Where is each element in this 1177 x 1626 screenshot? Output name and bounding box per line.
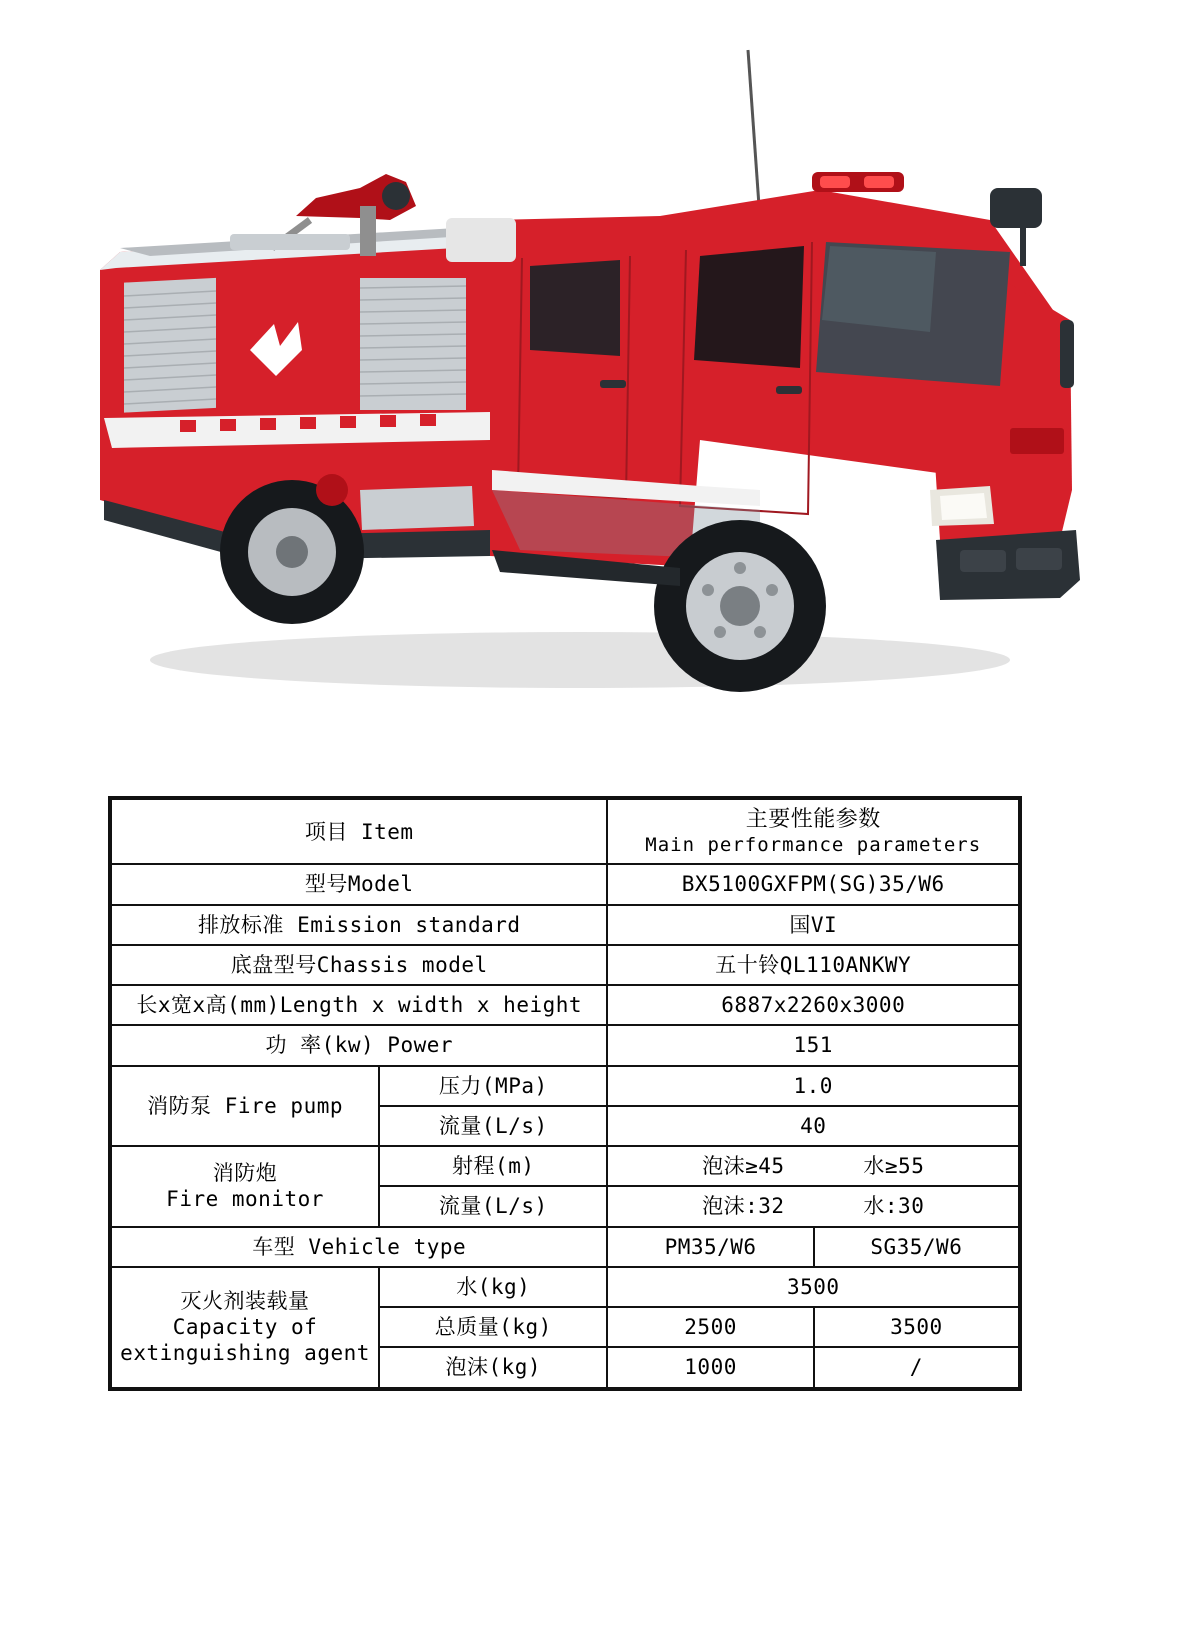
row-value-monitor-flow	[607, 1186, 1020, 1226]
row-value-total-mass-b: 3500	[814, 1307, 1020, 1347]
row-value-power: 151	[607, 1025, 1020, 1065]
header-item-label: 项目 Item	[304, 819, 414, 844]
row-label-capacity	[110, 1267, 379, 1389]
table-row	[110, 1146, 1020, 1186]
table-row	[110, 1227, 1020, 1267]
specifications-table-wrapper	[108, 796, 1022, 1391]
row-label-emission: 排放标准 Emission standard	[110, 905, 607, 945]
row-value-water: 3500	[607, 1267, 1020, 1307]
row-value-foam-a: 1000	[607, 1347, 813, 1388]
header-item-cell	[110, 798, 607, 864]
row-value-model: BX5100GXFPM(SG)35/W6	[607, 864, 1020, 904]
row-label-fire-pump: 消防泵 Fire pump	[110, 1066, 379, 1147]
monitor-range-water: 水≥55	[863, 1154, 925, 1178]
sub-label-water: 水(kg)	[379, 1267, 607, 1307]
row-value-pump-pressure: 1.0	[607, 1066, 1020, 1106]
table-row	[110, 864, 1020, 904]
table-row	[110, 1025, 1020, 1065]
monitor-flow-water: 水:30	[863, 1194, 925, 1219]
table-header-row	[110, 798, 1020, 864]
fire-monitor-label-cn: 消防炮	[212, 1161, 278, 1185]
monitor-range-foam: 泡沫≥45	[702, 1154, 785, 1178]
row-value-total-mass-a: 2500	[607, 1307, 813, 1347]
sub-label-pump-flow: 流量(L/s)	[379, 1106, 607, 1146]
specifications-table	[108, 796, 1022, 1391]
row-value-foam-b: /	[814, 1347, 1020, 1388]
row-value-vehicle-type-a: PM35/W6	[607, 1227, 813, 1267]
row-label-chassis: 底盘型号Chassis model	[110, 945, 607, 985]
sub-label-monitor-flow: 流量(L/s)	[379, 1186, 607, 1226]
row-label-power: 功 率(kw) Power	[110, 1025, 607, 1065]
row-value-chassis: 五十铃QL110ANKWY	[607, 945, 1020, 985]
header-params-cn: 主要性能参数	[745, 807, 881, 832]
capacity-label-cn: 灭火剂装载量	[180, 1288, 310, 1313]
sub-label-monitor-range: 射程(m)	[379, 1146, 607, 1186]
capacity-label-en2: extinguishing agent	[120, 1341, 370, 1366]
fire-monitor-label-en: Fire monitor	[166, 1187, 324, 1212]
row-label-vehicle-type: 车型 Vehicle type	[110, 1227, 607, 1267]
row-label-fire-monitor	[110, 1146, 379, 1227]
row-value-emission: 国VI	[607, 905, 1020, 945]
product-photo-area	[0, 0, 1177, 780]
row-value-pump-flow: 40	[607, 1106, 1020, 1146]
row-label-dimensions: 长x宽x高(mm)Length x width x height	[110, 985, 607, 1025]
row-label-model: 型号Model	[110, 864, 607, 904]
row-value-vehicle-type-b: SG35/W6	[814, 1227, 1020, 1267]
table-row	[110, 945, 1020, 985]
table-row	[110, 1066, 1020, 1106]
header-params-cell	[607, 798, 1020, 864]
header-params-en: Main performance parameters	[645, 833, 982, 856]
sub-label-foam: 泡沫(kg)	[379, 1347, 607, 1388]
table-row	[110, 1267, 1020, 1307]
sub-label-total-mass: 总质量(kg)	[379, 1307, 607, 1347]
table-row	[110, 985, 1020, 1025]
row-value-dimensions: 6887x2260x3000	[607, 985, 1020, 1025]
row-value-monitor-range	[607, 1146, 1020, 1186]
capacity-label-en1: Capacity of	[172, 1315, 318, 1339]
table-row	[110, 905, 1020, 945]
fire-truck-photo	[60, 20, 1120, 740]
sub-label-pump-pressure: 压力(MPa)	[379, 1066, 607, 1106]
monitor-flow-foam: 泡沫:32	[702, 1194, 785, 1219]
